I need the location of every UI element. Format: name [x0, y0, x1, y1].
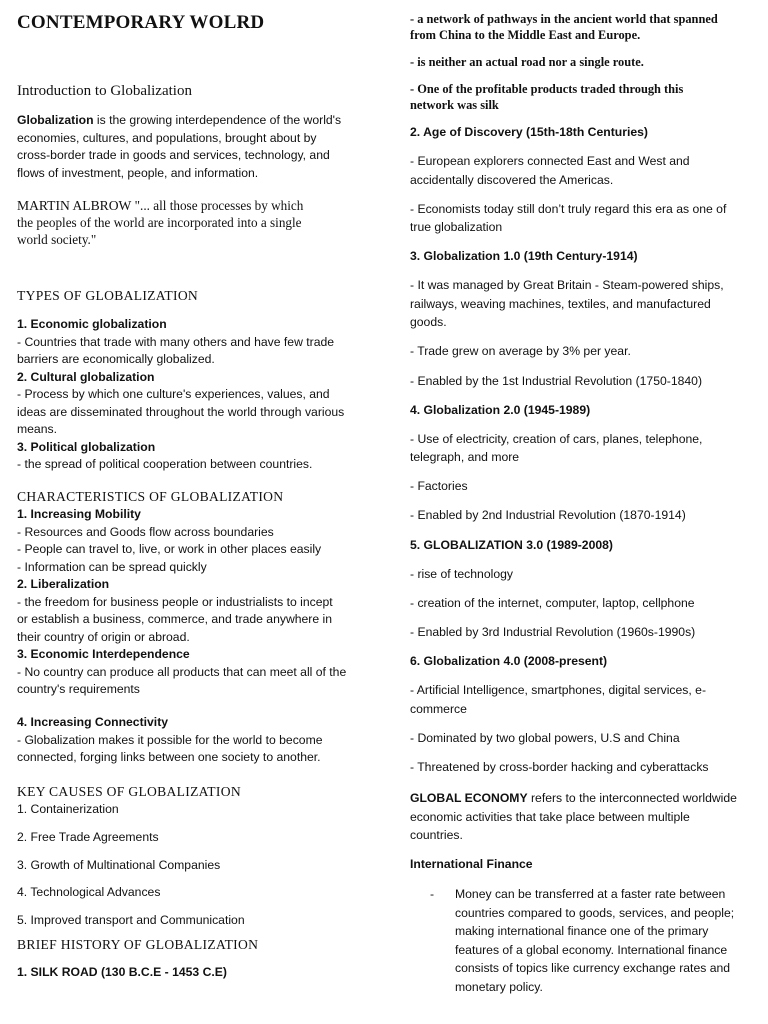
body-line: - Process by which one culture's experiences, values, and: [17, 387, 330, 401]
definition-line: cross-border trade in goods and services, technology, and: [17, 148, 330, 162]
section-subheading: 5. GLOBALIZATION 3.0 (1989-2008): [410, 537, 613, 552]
body-line: true globalization: [410, 220, 503, 235]
body-line: - Dominated by two global powers, U.S and China: [410, 730, 680, 745]
silk-road-line: from China to the Middle East and Europe.: [410, 28, 641, 42]
intro-heading: Introduction to Globalization: [17, 83, 192, 99]
body-line: ideas are disseminated throughout the world through various: [17, 404, 345, 419]
body-line: telegraph, and more: [410, 450, 520, 465]
page-title: CONTEMPORARY WOLRD: [17, 12, 265, 33]
body-line: commerce: [410, 701, 467, 716]
body-line: - Enabled by 3rd Industrial Revolution (1960s-1990s): [410, 624, 696, 639]
cause-item: 1. Containerization: [17, 802, 119, 816]
quote-line: the peoples of the world are incorporated into a single: [17, 215, 302, 230]
body-line: - Use of electricity, creation of cars, planes, telephone,: [410, 431, 703, 446]
body-line: - Trade grew on average by 3% per year.: [410, 344, 631, 359]
body-line: their country of origin or abroad.: [17, 629, 190, 644]
cause-item: 4. Technological Advances: [17, 885, 161, 899]
body-line: barriers are economically globalized.: [17, 352, 215, 366]
body-line: - Resources and Goods flow across boundaries: [17, 524, 274, 539]
section-subheading: 1. Increasing Mobility: [17, 507, 141, 521]
body-line: goods.: [410, 315, 447, 330]
silk-road-line: network was silk: [410, 98, 499, 112]
bullet-line: features of a global economy. International finance: [455, 942, 728, 957]
body-line: - European explorers connected East and West and: [410, 154, 690, 169]
silk-road-heading: 1. SILK ROAD (130 B.C.E - 1453 C.E): [17, 965, 227, 979]
body-line: - It was managed by Great Britain - Steam-powered ships,: [410, 278, 724, 293]
body-line: - Information can be spread quickly: [17, 559, 207, 574]
types-list: [17, 316, 344, 474]
cause-item: 3. Growth of Multinational Companies: [17, 858, 221, 872]
section-subheading: 3. Economic Interdependence: [17, 647, 190, 661]
body-line: - rise of technology: [410, 566, 513, 581]
body-line: accidentally discovered the Americas.: [410, 172, 614, 187]
characteristics-heading: CHARACTERISTICS OF GLOBALIZATION: [17, 489, 284, 504]
globalization-definition: [17, 112, 341, 182]
bullet-line: monetary policy.: [455, 979, 543, 994]
global-economy-term: GLOBAL ECONOMY: [410, 791, 528, 805]
definition-line: economies, cultures, and populations, brought about by: [17, 130, 317, 145]
quote-line: world society.": [17, 232, 97, 247]
characteristics-list-b: [17, 714, 323, 767]
silk-road-description: [410, 11, 718, 43]
section-subheading: 2. Age of Discovery (15th-18th Centuries): [410, 125, 648, 139]
bullet-body: [455, 885, 734, 996]
body-line: - Factories: [410, 479, 468, 494]
cause-item: 2. Free Trade Agreements: [17, 830, 159, 844]
definition-first-line: is the growing interdependence of the world's: [93, 113, 342, 127]
body-line: means.: [17, 422, 57, 436]
section-subheading: 6. Globalization 4.0 (2008-present): [410, 653, 608, 668]
body-line: - Enabled by 2nd Industrial Revolution (1870-1914): [410, 508, 686, 523]
body-line: - Countries that trade with many others and have few trade: [17, 334, 335, 349]
bullet-line: consists of topics like currency exchange rates and: [455, 961, 731, 975]
types-heading: TYPES OF GLOBALIZATION: [17, 288, 199, 303]
body-line: - Globalization makes it possible for the world to become: [17, 732, 323, 747]
body-line: - creation of the internet, computer, laptop, cellphone: [410, 595, 695, 610]
global-economy-first-line: refers to the interconnected worldwide: [527, 791, 737, 805]
section-subheading: 4. Increasing Connectivity: [17, 715, 169, 729]
albrow-quote: [17, 197, 303, 248]
history-heading: BRIEF HISTORY OF GLOBALIZATION: [17, 937, 259, 952]
history-eras: [410, 123, 726, 776]
section-subheading: 2. Cultural globalization: [17, 369, 155, 384]
section-subheading: 3. Globalization 1.0 (19th Century-1914): [410, 249, 638, 264]
section-subheading: 3. Political globalization: [17, 439, 156, 454]
bullet-dash: -: [430, 887, 435, 901]
silk-road-line: - is neither an actual road nor a single route.: [410, 55, 644, 69]
body-line: - Economists today still don’t truly regard this era as one of: [410, 201, 727, 216]
silk-road-line: - a network of pathways in the ancient world that spanned: [410, 12, 718, 26]
global-economy-definition: [410, 789, 737, 845]
body-line: - Enabled by the 1st Industrial Revolution (1750-1840): [410, 373, 703, 388]
quote-author: MARTIN ALBROW: [17, 198, 132, 213]
quote-first-line: "... all those processes by which: [131, 198, 304, 213]
section-subheading: 2. Liberalization: [17, 577, 110, 591]
silk-road-line: - One of the profitable products traded through this: [410, 82, 684, 96]
silk-road-products: [410, 81, 683, 113]
section-subheading: 1. Economic globalization: [17, 317, 167, 331]
cause-item: 5. Improved transport and Communication: [17, 913, 245, 927]
international-finance-heading: International Finance: [410, 857, 533, 871]
bullet-line: countries compared to goods, services, and people;: [455, 905, 735, 920]
history-eras-list: [410, 123, 726, 776]
definition-term: Globalization: [17, 113, 94, 127]
definition-line: flows of investment, people, and information.: [17, 165, 259, 180]
causes-heading: KEY CAUSES OF GLOBALIZATION: [17, 784, 241, 799]
body-line: - People can travel to, live, or work in other places easily: [17, 542, 322, 556]
body-line: connected, forging links between one society to another.: [17, 750, 321, 764]
body-line: railways, weaving machines, textiles, and manufactured: [410, 296, 711, 311]
body-line: or establish a business, commerce, and trade anywhere in: [17, 612, 333, 626]
section-subheading: 4. Globalization 2.0 (1945-1989): [410, 402, 591, 417]
global-economy-line: economic activities that take place between multiple: [410, 809, 690, 824]
bullet-line: Money can be transferred at a faster rate between: [455, 887, 726, 901]
international-finance-bullet: [410, 885, 755, 1005]
bullet-line: making international finance one of the primary: [455, 924, 709, 938]
body-line: - the freedom for business people or industrialists to incept: [17, 594, 333, 609]
characteristics-list-a: [17, 506, 346, 699]
body-line: - Threatened by cross-border hacking and cyberattacks: [410, 759, 709, 774]
body-line: - No country can produce all products that can meet all of the: [17, 664, 347, 679]
body-line: country's requirements: [17, 682, 140, 696]
body-line: - Artificial Intelligence, smartphones, digital services, e-: [410, 683, 707, 697]
body-line: - the spread of political cooperation between countries.: [17, 457, 313, 471]
global-economy-line: countries.: [410, 828, 463, 842]
